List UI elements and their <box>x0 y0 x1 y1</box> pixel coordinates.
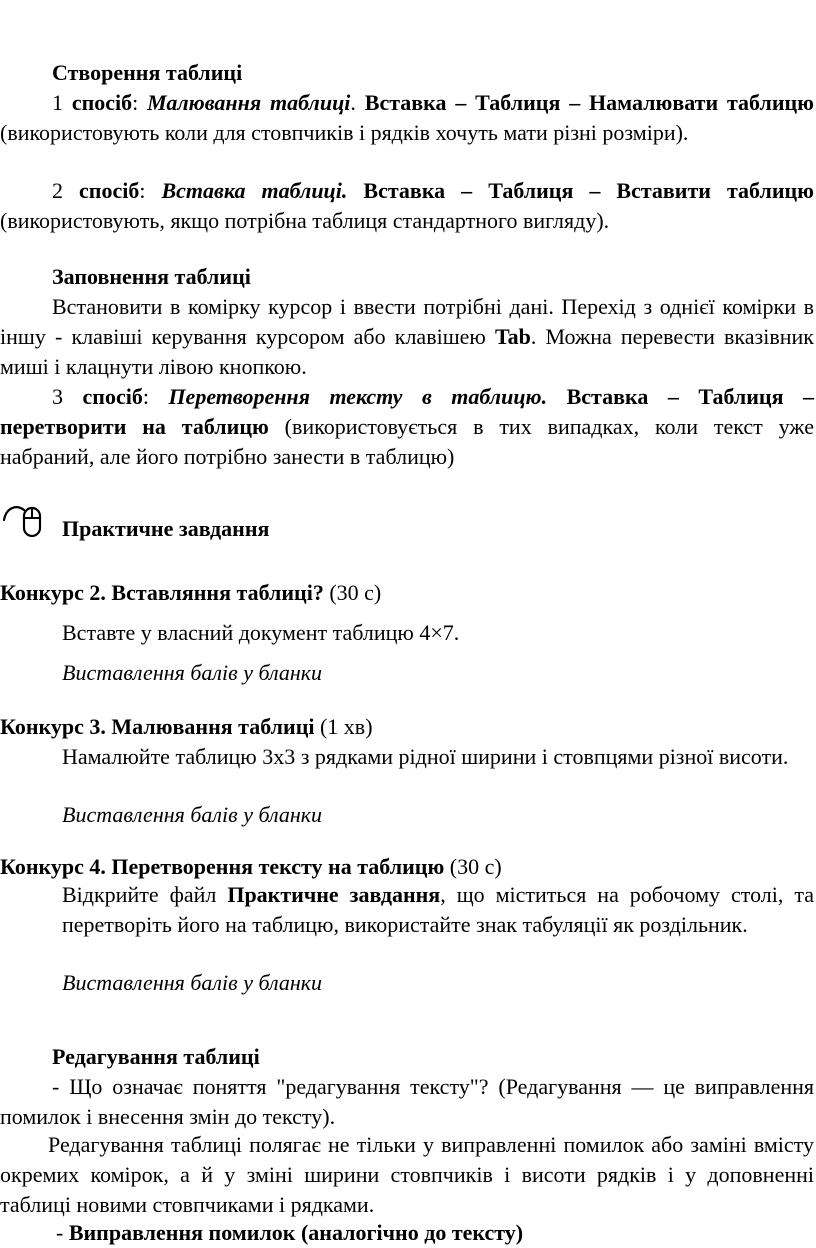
contest-3-title: Конкурс 3. Малювання таблиці <box>0 714 315 739</box>
contest-3-title-line <box>0 712 814 742</box>
method-word: спосіб <box>79 178 140 203</box>
method-note: (використовують коли для стовпчиків і рядків хочуть мати різні розміри). <box>0 120 689 145</box>
contest-4-note <box>62 968 814 998</box>
method-word: спосіб <box>82 384 143 409</box>
practical-title: Практичне завдання <box>62 516 270 541</box>
list-dash: - <box>56 1220 69 1245</box>
method-1-paragraph <box>0 88 814 148</box>
contest-3-note <box>62 800 814 830</box>
contest-4-title-line <box>0 852 814 882</box>
editing-list-item <box>0 1218 814 1248</box>
contest-2-note <box>62 658 814 688</box>
method-note: (використовується в тих випадках, коли текст уже набраний, але його потрібно занести в таблицю) <box>0 414 814 469</box>
scoring-note: Виставлення балів у бланки <box>62 802 323 827</box>
editing-question: - Що означає поняття "редагування тексту"? (Редагування — це виправлення помилок і внесення змін до тексту). <box>0 1074 814 1129</box>
method-word: спосіб <box>71 90 133 115</box>
contest-4-time: (30 с) <box>444 854 502 879</box>
contest-2-title-line <box>0 578 814 608</box>
menu-path: Вставка – Таблиця – Вставити таблицю <box>347 178 814 203</box>
filling-text-a: Встановити в комірку курсор і ввести потрібні дані. Перехід з однієї комірки в іншу - клавіші керування курсором або клавішею <box>0 294 814 349</box>
section-title-creating: Створення таблиці <box>52 60 243 85</box>
contest-2-task: Вставте у власний документ таблицю 4×7. <box>62 620 460 645</box>
method-2-paragraph <box>0 176 814 236</box>
contest-2-title: Конкурс 2. Вставляння таблиці? <box>0 580 324 605</box>
list-item-text: Виправлення помилок (аналогічно до тексту) <box>68 1220 524 1245</box>
tab-key-label: Tab <box>494 324 531 349</box>
contest-4-task-b: , що міститься на робочому столі, та перетворіть його на таблицю, використайте знак табуляції як роздільник. <box>62 882 814 937</box>
method-number: 3 <box>52 384 83 409</box>
file-name: Практичне завдання <box>227 882 441 907</box>
method-name: Малювання таблиці <box>147 90 351 115</box>
filling-text-b: . Можна перевести вказівник миші і клацнути лівою кнопкою. <box>0 324 814 379</box>
contest-2-time: (30 с) <box>323 580 382 605</box>
contest-3-time: (1 хв) <box>314 714 373 739</box>
method-name: Перетворення тексту в таблицю. <box>168 384 548 409</box>
contest-4-task-a: Відкрийте файл <box>62 882 228 907</box>
dot: . <box>350 90 365 115</box>
colon: : <box>132 90 148 115</box>
method-number: 1 <box>52 90 72 115</box>
editing-paragraph: Редагування таблиці полягає не тільки у виправленні помилок або заміні вмісту окремих комірок, а й у зміні ширини стовпчиків і висоти рядків і у доповненні таблиці новими стовпчиками і рядками. <box>0 1132 814 1217</box>
colon: : <box>142 384 169 409</box>
section-title-filling: Заповнення таблиці <box>52 264 251 289</box>
menu-path: Вставка – Таблиця – Намалювати таблицю <box>364 90 814 115</box>
contest-4-title: Конкурс 4. Перетворення тексту на таблицю <box>0 854 445 879</box>
method-number: 2 <box>52 178 80 203</box>
contest-3-task: Намалюйте таблицю 3х3 з рядками рідної ширини і стовпцями різної висоти. <box>62 744 789 769</box>
filling-paragraph <box>0 292 814 382</box>
method-3-paragraph <box>0 382 814 472</box>
menu-path: Вставка – Таблиця – перетворити на таблицю <box>0 384 814 439</box>
method-name: Вставка таблиці. <box>161 178 348 203</box>
mouse-icon <box>2 496 42 540</box>
colon: : <box>139 178 162 203</box>
scoring-note: Виставлення балів у бланки <box>62 970 323 995</box>
method-note: (використовують, якщо потрібна таблиця стандартного вигляду). <box>0 208 610 233</box>
scoring-note: Виставлення балів у бланки <box>62 660 323 685</box>
section-title-editing: Редагування таблиці <box>52 1044 260 1069</box>
contest-4-task <box>62 880 814 940</box>
